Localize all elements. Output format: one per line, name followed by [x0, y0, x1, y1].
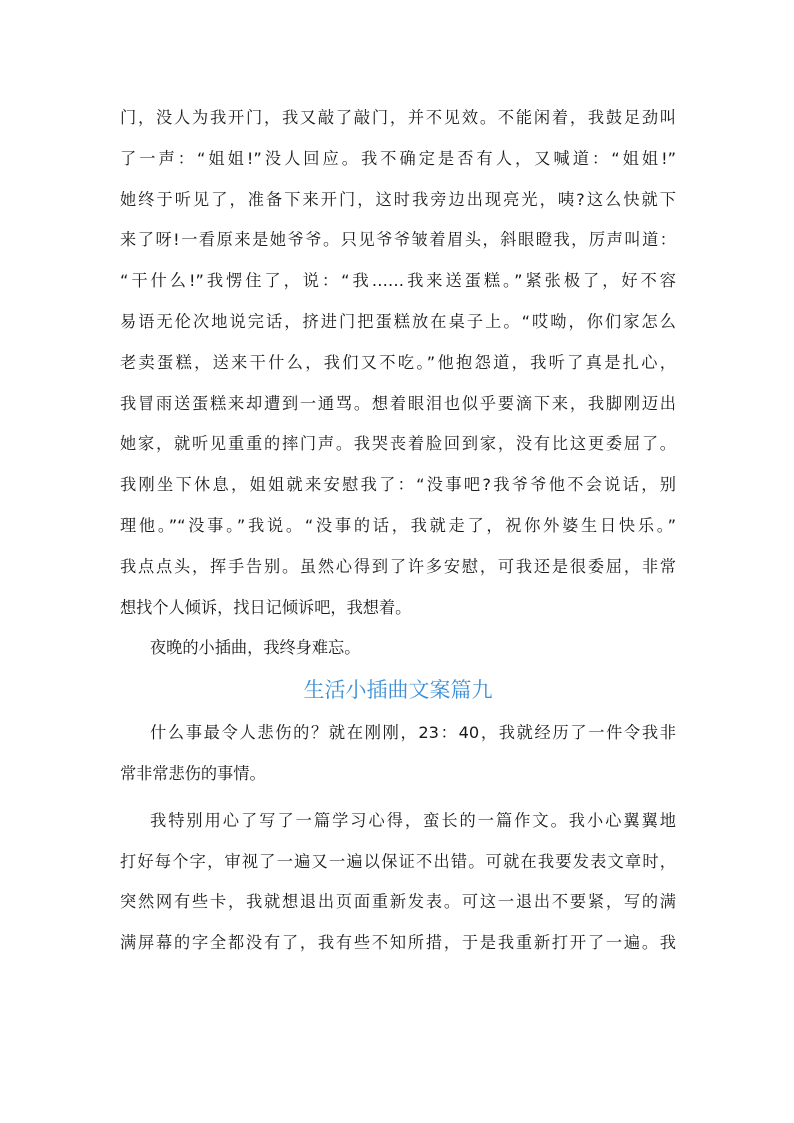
text-line: 我刚坐下休息，姐姐就来安慰我了：“没事吧?我爷爷他不会说话，别 — [120, 475, 676, 495]
text-line: 常非常悲伤的事情。 — [120, 763, 266, 783]
document-body — [120, 98, 676, 964]
section-heading: 生活小插曲文案篇九 — [303, 678, 493, 703]
text-line: 我点点头，挥手告别。虽然心得到了许多安慰，可我还是很委屈，非常 — [120, 556, 676, 576]
text-line: 打好每个字，审视了一遍又一遍以保证不出错。可就在我要发表文章时， — [120, 851, 676, 871]
text-line: 她家，就听见重重的摔门声。我哭丧着脸回到家，没有比这更委屈了。 — [120, 434, 676, 454]
paragraph-intro — [120, 713, 676, 795]
text-line: 什么事最令人悲伤的？就在刚刚，23：40，我就经历了一件令我非 — [150, 723, 676, 743]
text-line: 她终于听见了，准备下来开门，这时我旁边出现亮光，咦?这么快就下 — [120, 189, 676, 209]
text-line: 易语无伦次地说完话，挤进门把蛋糕放在桌子上。“哎呦，你们家怎么 — [120, 311, 676, 331]
paragraph-story — [120, 801, 676, 964]
paragraph-closing — [120, 628, 676, 669]
text-line: 老卖蛋糕，送来干什么，我们又不吃。”他抱怨道，我听了真是扎心， — [120, 352, 676, 372]
text-line: 我冒雨送蛋糕来却遭到一通骂。想着眼泪也似乎要滴下来，我脚刚迈出 — [120, 393, 676, 413]
text-line: 想找个人倾诉，找日记倾诉吧，我想着。 — [120, 597, 412, 617]
text-line: “干什么!”我愣住了，说：“我……我来送蛋糕。”紧张极了，好不容 — [120, 271, 676, 291]
text-line: 突然网有些卡，我就想退出页面重新发表。可这一退出不要紧，写的满 — [120, 892, 676, 912]
text-line: 了一声：“姐姐!”没人回应。我不确定是否有人，又喊道：“姐姐!” — [120, 148, 676, 168]
text-line: 我特别用心了写了一篇学习心得，蛮长的一篇作文。我小心翼翼地 — [150, 810, 676, 830]
text-line: 理他。”“没事。”我说。“没事的话，我就走了，祝你外婆生日快乐。” — [120, 515, 676, 535]
text-line: 来了呀!一看原来是她爷爷。只见爷爷皱着眉头，斜眼瞪我，厉声叫道： — [120, 230, 676, 250]
text-line: 满屏幕的字全都没有了，我有些不知所措，于是我重新打开了一遍。我 — [120, 933, 676, 953]
paragraph-story-continued — [120, 98, 676, 628]
text-line: 门，没人为我开门，我又敲了敲门，并不见效。不能闲着，我鼓足劲叫 — [120, 108, 676, 127]
text-line: 夜晚的小插曲，我终身难忘。 — [150, 638, 361, 658]
